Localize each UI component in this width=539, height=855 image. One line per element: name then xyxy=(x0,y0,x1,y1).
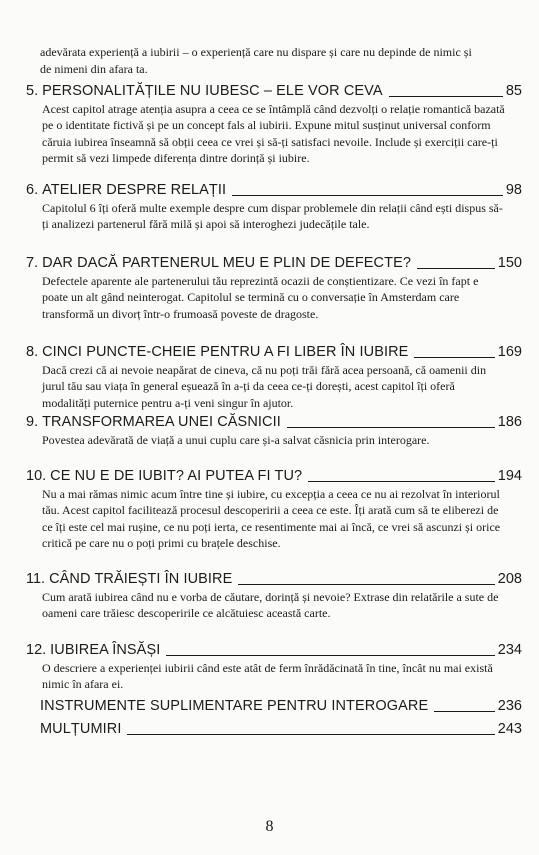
entry-title: IUBIREA ÎNSĂȘI xyxy=(50,642,161,658)
entry-number: 8. xyxy=(26,344,39,360)
entry-number: 5. xyxy=(26,83,39,99)
entry-number: 9. xyxy=(26,414,39,430)
toc-entry-10 xyxy=(26,467,522,551)
entry-description: O descriere a experienței iubirii când este atât de ferm înrădăcinată în tine, încât nu mai există nimic în afara ei. xyxy=(42,661,493,692)
dot-leader-line xyxy=(308,481,495,482)
entry-number: 6. xyxy=(26,182,39,198)
toc-entry-12 xyxy=(26,641,522,693)
toc-entry-6 xyxy=(26,181,522,233)
dot-leader-line xyxy=(417,268,495,269)
entry-title: CE NU E DE IUBIT? AI PUTEA FI TU? xyxy=(50,468,303,484)
dot-leader-line xyxy=(434,711,495,712)
entry-page-number: 236 xyxy=(497,698,522,714)
entry-number: 10. xyxy=(26,468,47,484)
dot-leader-line xyxy=(238,584,494,585)
entry-description: Dacă crezi că ai nevoie neapărat de cineva, că nu poți trăi fără acea persoană, că oamenii din jurul tău sau viața în general eșuează în a-ți da ceea ce-ți dorești, acest capitol îți oferă modalități puternice pentru a-ți veni singur în ajutor. xyxy=(42,363,487,410)
toc-entry-8 xyxy=(26,343,522,411)
dot-leader-line xyxy=(389,96,503,97)
entry-title: TRANSFORMAREA UNEI CĂSNICII xyxy=(42,414,281,430)
entry-title: CINCI PUNCTE-CHEIE PENTRU A FI LIBER ÎN IUBIRE xyxy=(42,344,409,360)
entry-page-number: 186 xyxy=(497,414,522,430)
entry-description: Defectele aparente ale partenerului tău reprezintă ocazii de conștientizare. Ce vezi în fapt e poate un alt gând neinterogat. Capitolul se termină cu o conversație în Amsterdam care transformă un divorț într-o frumoasă poveste de dragoste. xyxy=(42,274,479,321)
toc-entry-11 xyxy=(26,570,522,622)
entry-description: Povestea adevărată de viață a unui cuplu care și-a salvat căsnicia prin interogare. xyxy=(42,433,430,447)
dot-leader-line xyxy=(414,357,494,358)
entry-page-number: 208 xyxy=(497,571,522,587)
entry-title: CÂND TRĂIEȘTI ÎN IUBIRE xyxy=(49,571,233,587)
toc-entry-7 xyxy=(26,254,522,322)
entry-page-number: 243 xyxy=(497,721,522,737)
dot-leader-line xyxy=(287,427,495,428)
entry-title: INSTRUMENTE SUPLIMENTARE PENTRU INTEROGARE xyxy=(40,698,429,714)
entry-description: Cum arată iubirea când nu e vorba de căutare, dorință și nevoie? Extrase din relatările a sute de oameni care trăiesc descoperirile ce alcătuiesc această carte. xyxy=(42,590,499,621)
toc-entry-acknowledgements xyxy=(40,720,522,739)
entry-description: Acest capitol atrage atenția asupra a ceea ce se întâmplă când dezvolți o relație romantică bazată pe o identitate fictivă și pe un concept fals al iubirii. Expune mitul susținut universal conform căruia iubirea înseamnă să obții ceea ce vrei și să-ți satisfaci nevoile. Include și exerciții care-ți permit să vezi limpede diferența dintre dorință și iubire. xyxy=(42,102,505,165)
entry-page-number: 150 xyxy=(497,255,522,271)
entry-page-number: 98 xyxy=(505,182,522,198)
entry-page-number: 194 xyxy=(497,468,522,484)
toc-entry-5 xyxy=(26,82,522,166)
entry-number: 11. xyxy=(26,571,46,587)
intro-paragraph: adevărata experiență a iubirii – o experiență care nu dispare și care nu depinde de nimic și de nimeni din afara ta. xyxy=(40,45,472,76)
entry-page-number: 234 xyxy=(497,642,522,658)
page-number: 8 xyxy=(265,818,274,835)
entry-number: 7. xyxy=(26,255,39,271)
entry-number: 12. xyxy=(26,642,47,658)
dot-leader-line xyxy=(232,195,503,196)
entry-title: ATELIER DESPRE RELAȚII xyxy=(42,182,227,198)
entry-title: PERSONALITĂȚILE NU IUBESC – ELE VOR CEVA xyxy=(42,83,383,99)
dot-leader-line xyxy=(166,655,494,656)
entry-page-number: 85 xyxy=(505,83,522,99)
entry-description: Nu a mai rămas nimic acum între tine și iubire, cu excepția a ceea ce nu ai rezolvat în interiorul tău. Acest capitol facilitează procesul descoperirii a ceea ce este. Îți arată cum să te eliberezi de ce îți este cel mai rușine, ce nu poți ierta, ce resentimente mai ai încă, ce vrei să ascunzi și orice critică pe care nu o poți primi cu brațele deschise. xyxy=(42,487,501,550)
entry-description: Capitolul 6 îți oferă multe exemple despre cum dispar problemele din relații când ești dispus să-ți analizezi partenerul fără milă și apoi să interoghezi judecățile tale. xyxy=(42,201,503,232)
dot-leader-line xyxy=(127,734,494,735)
toc-entry-extra-tools xyxy=(40,697,522,716)
entry-title: DAR DACĂ PARTENERUL MEU E PLIN DE DEFECTE? xyxy=(42,255,412,271)
entry-page-number: 169 xyxy=(497,344,522,360)
entry-title: MULȚUMIRI xyxy=(40,721,122,737)
toc-entry-9 xyxy=(26,413,522,448)
